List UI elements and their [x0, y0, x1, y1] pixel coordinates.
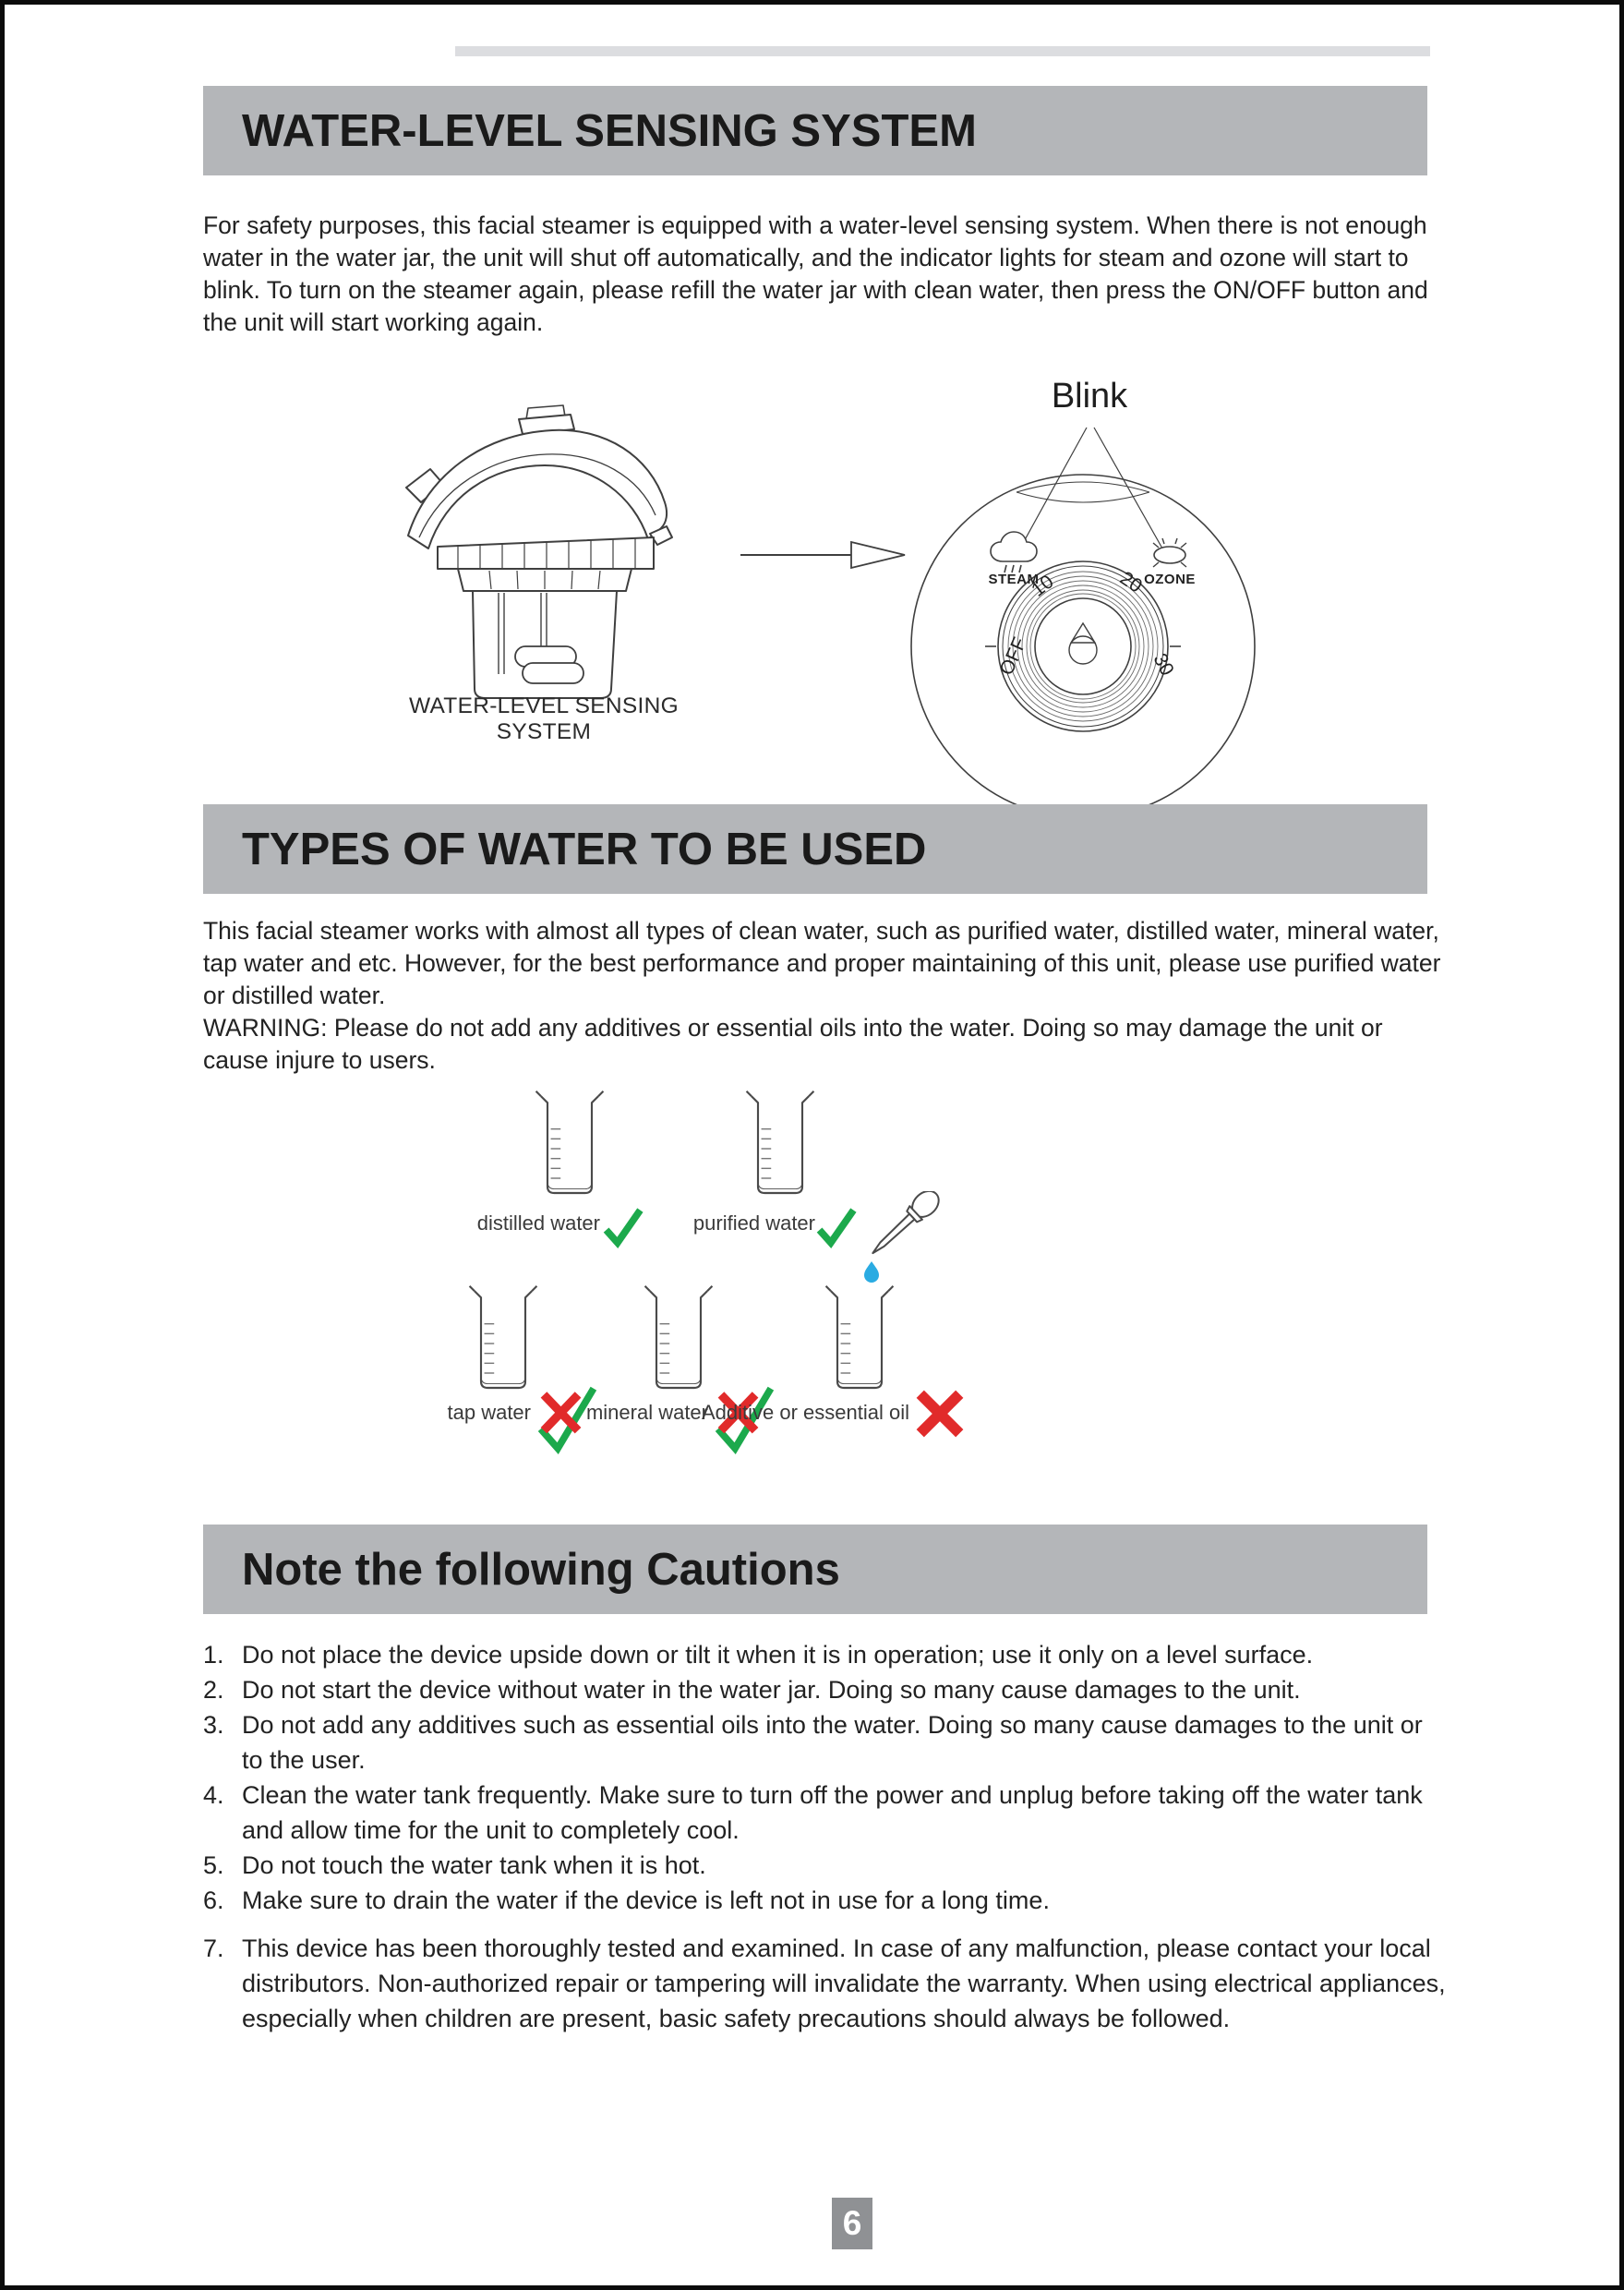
blink-label: Blink: [1051, 377, 1128, 416]
section-title: TYPES OF WATER TO BE USED: [242, 824, 927, 874]
section-header-water-types: [203, 804, 1427, 894]
dial-mark-10: 10: [1028, 571, 1058, 601]
beaker-label-tap: tap water: [447, 1401, 531, 1424]
figure-caption: WATER-LEVEL SENSING SYSTEM: [408, 693, 680, 744]
caution-text: This device has been thoroughly tested and examined. In case of any malfunction, please contact your local distributors. Non-authorized repair or tampering will invalidate the warranty. When using electrical appliances, especially when children are present, basic safety precautions should always be followed.: [242, 1934, 1446, 2032]
water-types-paragraph: [203, 915, 1444, 1077]
scan-artifact-strip: [455, 46, 1430, 56]
caution-item: [203, 1883, 1450, 1918]
beaker-icon: [823, 1284, 896, 1395]
beaker-label-purified: purified water: [692, 1211, 815, 1235]
caution-text: Do not start the device without water in the water jar. Doing so many cause damages to the unit.: [242, 1676, 1301, 1704]
ozone-lamp-icon: [1153, 538, 1186, 567]
caution-text: Clean the water tank frequently. Make sure to turn off the power and unplug before taking off the water tank and allow time for the unit to completely cool.: [242, 1781, 1423, 1844]
check-icon: [602, 1202, 644, 1252]
cautions-list: [203, 1637, 1450, 2036]
caution-item: [203, 1637, 1450, 1672]
eyedropper-icon: [812, 1191, 946, 1297]
caution-text: Do not touch the water tank when it is hot.: [242, 1851, 706, 1879]
cross-icon: [913, 1387, 967, 1440]
dial-mark-20: 20: [1115, 567, 1147, 597]
steam-indicator-label: STEAM: [988, 572, 1040, 587]
beaker-label-mineral: mineral water: [585, 1401, 708, 1424]
page-number: 6: [832, 2198, 872, 2249]
control-dial-illustration: [882, 374, 1297, 845]
beaker-icon: [533, 1090, 607, 1200]
beaker-label-additive: Additive or essential oil: [701, 1401, 909, 1424]
water-drop-icon: [864, 1261, 879, 1283]
caution-text: Make sure to drain the water if the device is left not in use for a long time.: [242, 1886, 1050, 1914]
section-title: Note the following Cautions: [242, 1544, 840, 1595]
water-level-paragraph: For safety purposes, this facial steamer is equipped with a water-level sensing system. When there is not enough water in the water jar, the unit will shut off automatically, and the indicator lights for steam and ozone will start to blink. To turn on the steamer again, please refill the water jar with clean water, then press the ON/OFF button and the unit will start working again.: [203, 211, 1428, 336]
caution-item: [203, 1931, 1450, 2036]
section-header-water-level: [203, 86, 1427, 175]
water-types-body: This facial steamer works with almost all types of clean water, such as purified water, distilled water, mineral water, tap water and etc. However, for the best performance and proper maintaining of this unit, please use purified water or distilled water.: [203, 917, 1441, 1009]
water-types-warning: WARNING: Please do not add any additives or essential oils into the water. Doing so may damage the unit or cause injure to users.: [203, 1014, 1383, 1074]
caution-item: [203, 1778, 1450, 1848]
section-title: WATER-LEVEL SENSING SYSTEM: [242, 105, 977, 156]
caution-text: Do not add any additives such as essential oils into the water. Doing so many cause damages to the unit or to the user.: [242, 1711, 1423, 1774]
beaker-icon: [743, 1090, 817, 1200]
dial-mark-off: OFF: [995, 633, 1031, 679]
caution-item: [203, 1672, 1450, 1707]
beaker-label-distilled: distilled water: [476, 1211, 600, 1235]
section-header-cautions: [203, 1525, 1427, 1614]
ozone-indicator-label: OZONE: [1144, 572, 1196, 587]
caution-item: [203, 1848, 1450, 1883]
blink-pointer-line: [1017, 428, 1087, 555]
beaker-icon: [466, 1284, 540, 1395]
caution-text: Do not place the device upside down or tilt it when it is in operation; use it only on a level surface.: [242, 1641, 1314, 1669]
beaker-icon: [642, 1284, 716, 1395]
dial-knob: [1035, 598, 1131, 694]
steamer-device-illustration: [388, 397, 692, 702]
steam-cloud-icon: [991, 532, 1037, 572]
dial-mark-30: 30: [1149, 650, 1178, 680]
caution-item: [203, 1707, 1450, 1778]
